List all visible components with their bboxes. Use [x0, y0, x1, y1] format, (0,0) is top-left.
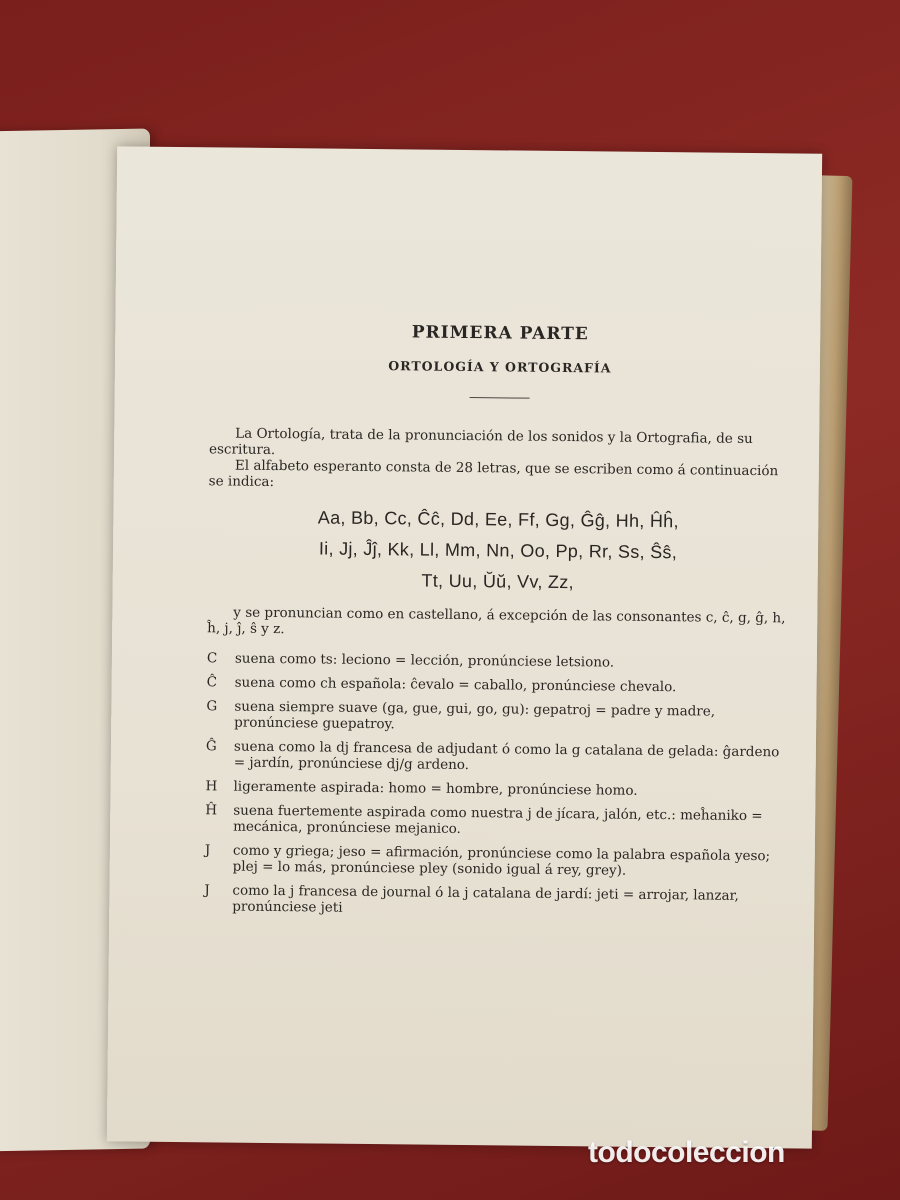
entry-text: como la j francesa de journal ó la j catalana de jardí: jeti = arrojar, lanzar, pronúnciese jeti: [232, 882, 739, 916]
entry-letter: C: [206, 650, 218, 667]
letter-entry: [206, 698, 786, 736]
letter-entry: [206, 738, 786, 776]
entry-text: suena como la dj francesa de adjudant ó como la g catalana de gelada: ĝardeno = jardín, pronúnciese dj/g ardeno.: [233, 738, 780, 774]
entry-letter: Ĉ: [206, 674, 218, 691]
letter-entry: [207, 650, 787, 672]
entry-text: suena como ts: leciono = lección, pronúnciese letsiono.: [234, 650, 615, 671]
entry-letter: J: [204, 842, 211, 859]
entry-letter: Ĝ: [205, 738, 217, 755]
pronunciation-note: y se pronuncian como en castellano, á excepción de las consonantes c, ĉ, g, ĝ, h, ĥ, j, ĵ, ŝ y z.: [207, 604, 786, 638]
book-page: [107, 146, 822, 1148]
alphabet-line: Aa, Bb, Cc, Ĉĉ, Dd, Ee, Ff, Gg, Ĝĝ, Hh, Ĥĥ,: [317, 507, 679, 532]
letter-entry: [205, 842, 785, 880]
page-subheading: ORTOLOGÍA Y ORTOGRAFÍA: [388, 358, 612, 376]
watermark-logo: todocoleccion: [588, 1136, 785, 1169]
letter-entry: [205, 802, 785, 840]
divider: [470, 397, 530, 399]
letter-entry: [205, 778, 785, 800]
intro-paragraph: La Ortología, trata de la pronunciación de los sonidos y la Ortografia, de su escritura.: [208, 425, 753, 459]
intro-paragraph: El alfabeto esperanto consta de 28 letras, que se escriben como á continuación se indica:: [208, 457, 779, 490]
alphabet-block: [208, 501, 789, 600]
letter-entry: [204, 882, 784, 920]
entry-text: suena como ch española: ĉevalo = caballo, pronúnciese chevalo.: [234, 674, 677, 696]
entry-letter: J: [204, 882, 210, 899]
page-heading: PRIMERA PARTE: [411, 322, 589, 345]
entry-letter: H: [205, 778, 218, 795]
entry-text: suena siempre suave (ga, gue, gui, go, gu): gepatroj = padre y madre, pronúnciese guepatroy.: [234, 698, 716, 733]
entry-text: como y griega; jeso = afirmación, pronúnciese como la palabra española yeso; plej = lo más, pronúnciese pley (sonido igual á rey, grey).: [232, 842, 771, 879]
entry-text: suena fuertemente aspirada como nuestra j de jícara, jalón, etc.: meĥaniko = mecánica, pronúnciese mejanico.: [233, 802, 763, 837]
entry-letter: Ĥ: [205, 802, 218, 819]
entry-text: ligeramente aspirada: homo = hombre, pronúnciese homo.: [233, 778, 638, 799]
letter-entry: [207, 674, 787, 696]
alphabet-line: Tt, Uu, Ŭŭ, Vv, Zz,: [421, 570, 574, 593]
letter-entries: [204, 650, 787, 920]
alphabet-line: Ii, Jj, Ĵĵ, Kk, Ll, Mm, Nn, Oo, Pp, Rr, Ss, Ŝŝ,: [318, 538, 678, 563]
entry-letter: G: [206, 698, 218, 715]
page-content: [204, 322, 790, 928]
